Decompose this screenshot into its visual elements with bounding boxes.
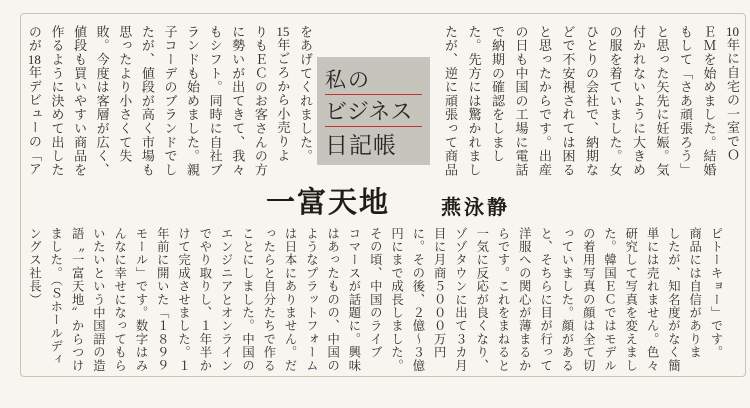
text-column: 作るように決めて出した [49, 25, 65, 177]
article-author: 燕泳静 [441, 197, 510, 219]
text-column: のが18年デビューの「ア [26, 25, 42, 177]
text-column: たが、逆に頑張って商品 [443, 25, 458, 177]
text-column: 10年に自宅の一室でＯ [725, 25, 740, 163]
article-band-top-left [22, 25, 316, 181]
text-column: ました。（Ｓホールディ [48, 227, 63, 367]
text-column: と思った矢先に妊娠。気 [654, 25, 670, 177]
text-column: 商品には自信がありま [687, 227, 702, 359]
text-column: コマースが話題に。興味 [346, 227, 361, 373]
text-column: 語〝一富天地〟からつけ [70, 227, 85, 373]
masthead-line-2: ビジネス [325, 95, 422, 127]
text-column: その頃、中国のライブ [368, 227, 383, 359]
text-column: 子コーデのブランドでし [162, 25, 178, 177]
text-column: はあったものの、中国の [325, 227, 340, 373]
article-band-top-right [438, 25, 744, 181]
text-column: の服を着ていました。女 [607, 25, 623, 177]
text-column: ピトーキョー」です。 [709, 227, 723, 359]
text-column: 年前に開いた「１８９９ [155, 227, 170, 373]
text-column: の着用写真の顔は全て切 [581, 227, 596, 373]
text-column: したが、知名度がなく簡 [666, 227, 681, 373]
text-column: んなに幸せになってもら [112, 227, 127, 373]
text-column: どで不安視されては困る [560, 25, 576, 177]
masthead-line-3: 日記帳 [325, 133, 397, 158]
series-masthead-box [317, 57, 430, 165]
text-column: と思ったからです。出産 [537, 25, 552, 177]
text-column: でやり取りし、１年半か [197, 227, 212, 373]
text-column: 洋服への関心が薄まるか [517, 227, 532, 373]
text-column: は日本にありません。だ [283, 227, 298, 373]
text-column: ったらと自分たちで作る [261, 227, 276, 373]
text-column: たが、値段が高く市場も [139, 25, 155, 177]
text-column: た。先方には驚かれまし [466, 25, 482, 177]
text-column: 円にまで成長しました。 [389, 227, 404, 373]
text-column: けて完成させました。１ [176, 227, 191, 373]
text-column: 付かれないように大きめ [631, 25, 646, 177]
text-column: りもＥＣのお客さんの方 [252, 25, 268, 177]
text-column: ングス社長） [27, 227, 42, 307]
text-column: 一気に反応が良くなり、 [474, 227, 489, 373]
text-column: 思ったより小さくて失 [117, 25, 133, 163]
text-column: 研究して写真を変えまし [623, 227, 638, 373]
text-column: 敗。今度は客層が広く、 [94, 25, 110, 177]
text-column: に勢いが出てきて、我々 [230, 25, 246, 177]
text-column: 単には売れません。色々 [645, 227, 660, 373]
text-column: ＥＭを始めました。結婚 [701, 25, 717, 177]
masthead-line-1: 私の [325, 63, 422, 95]
text-column: た。韓国ＥＣではモデル [602, 227, 617, 373]
text-column: ひとりの会社で、納期な [584, 25, 599, 177]
text-column: の日も中国の工場に電話 [513, 25, 529, 177]
text-column: ことにしました。中国の [240, 227, 255, 373]
text-column: で納期の確認をしまし [490, 25, 505, 163]
article-band-bottom [24, 227, 726, 377]
text-column: をあげてくれました。 [298, 25, 313, 163]
text-column: らです。これをまねると [496, 227, 511, 373]
text-column: と、そちらに目が行って [538, 227, 553, 373]
text-column: 15年ごろから小売りよ [275, 25, 291, 163]
text-column: ようなプラットフォーム [304, 227, 319, 373]
text-column: もして「さあ頑張ろう」 [678, 25, 693, 177]
article-headline: 一富天地 [266, 187, 391, 219]
text-column: 目に月商５０００万円 [432, 227, 447, 359]
text-column: ゾゾタウンに出て３カ月 [453, 227, 468, 373]
text-column: モール」です。数字はみ [133, 227, 148, 373]
text-column: もシフト。同時に自社ブ [207, 25, 223, 177]
text-column: っていました。顔がある [559, 227, 574, 373]
text-column: に。その後、２億～３億 [410, 227, 425, 373]
text-column: 値段も買いやすい商品を [72, 25, 88, 177]
text-column: ランドも始めました。親 [185, 25, 201, 177]
text-column: エンジニアとオンライン [219, 227, 234, 373]
text-column: いたいという中国語の造 [91, 227, 106, 373]
